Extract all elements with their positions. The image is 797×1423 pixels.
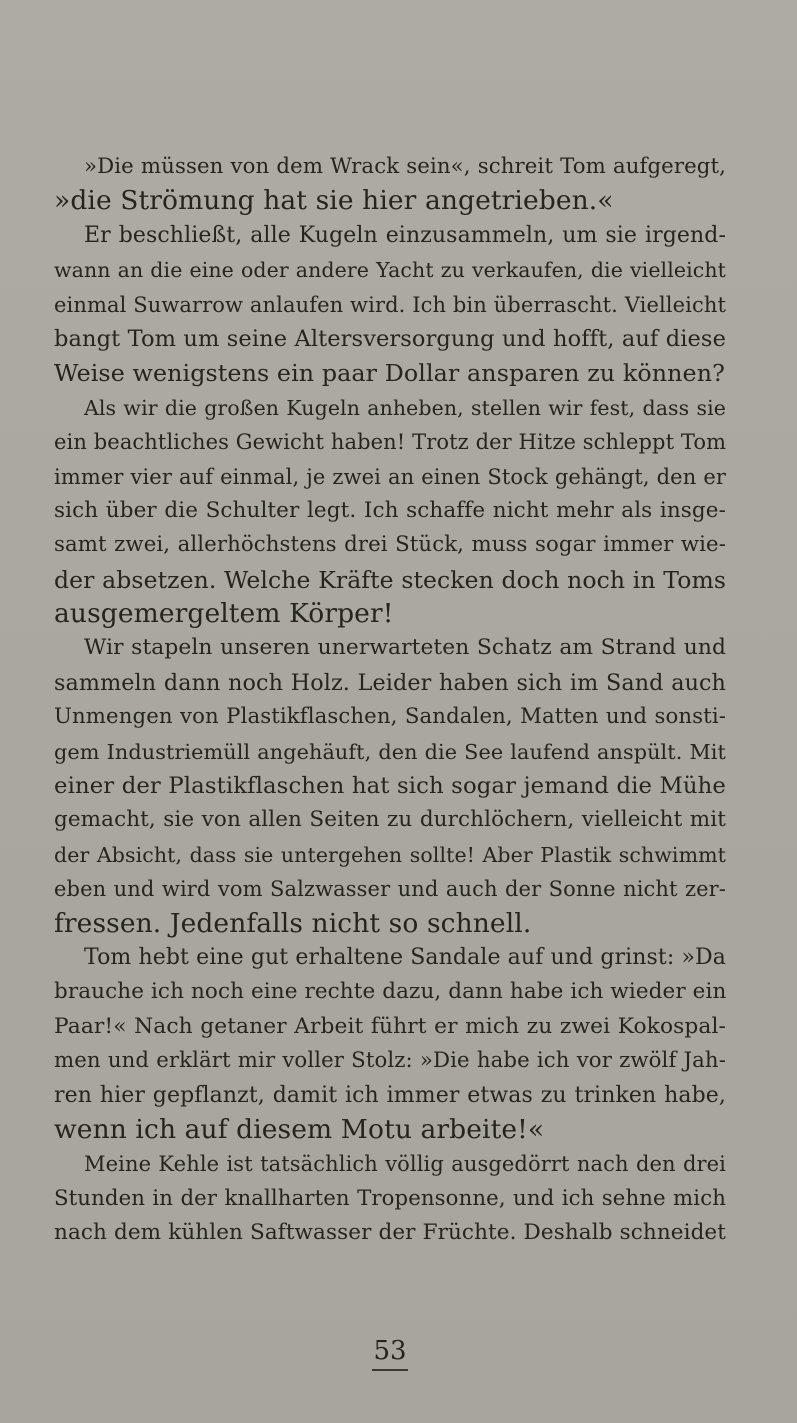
text-line: ausgemergeltem Körper! <box>54 598 394 630</box>
text-line: Stunden in der knallharten Tropensonne, und ich sehne mich <box>54 1185 726 1211</box>
text-line: wenn ich auf diesem Motu arbeite!« <box>54 1113 545 1145</box>
text-line: der absetzen. Welche Kräfte stecken doch noch in Toms <box>54 565 726 594</box>
text-line: sammeln dann noch Holz. Leider haben sich im Sand auch <box>54 669 726 696</box>
text-line: Als wir die großen Kugeln anheben, stellen wir fest, dass sie <box>84 395 726 420</box>
text-line: men und erklärt mir voller Stolz: »Die habe ich vor zwölf Jah- <box>54 1048 726 1074</box>
text-line: Wir stapeln unseren unerwarteten Schatz am Strand und <box>84 635 726 661</box>
body-text <box>54 150 726 1251</box>
page-number-rule <box>372 1369 408 1371</box>
text-line: eben und wird vom Salzwasser und auch der Sonne nicht zer- <box>54 877 726 902</box>
text-line: der Absicht, dass sie untergehen sollte! Aber Plastik schwimmt <box>54 842 726 867</box>
text-line: ren hier gepflanzt, damit ich immer etwas zu trinken habe, <box>54 1082 726 1108</box>
text-line: samt zwei, allerhöchstens drei Stück, muss sogar immer wie- <box>54 532 726 558</box>
text-line: sich über die Schulter legt. Ich schaffe nicht mehr als insge- <box>54 497 726 523</box>
page-number: 53 <box>373 1336 407 1366</box>
text-line: wann an die eine oder andere Yacht zu verkaufen, die vielleicht <box>54 258 726 283</box>
text-line: Weise wenigstens ein paar Dollar ansparen zu können? <box>54 359 725 388</box>
text-line: »Die müssen von dem Wrack sein«, schreit Tom aufgeregt, <box>84 154 726 179</box>
text-line: einmal Suwarrow anlaufen wird. Ich bin überrascht. Vielleicht <box>54 292 726 317</box>
text-line: brauche ich noch eine rechte dazu, dann habe ich wieder ein <box>54 979 727 1005</box>
text-line: nach dem kühlen Saftwasser der Früchte. Deshalb schneidet <box>54 1220 726 1246</box>
text-line: immer vier auf einmal, je zwei an einen Stock gehängt, den er <box>54 464 726 489</box>
text-line: »die Strömung hat sie hier angetrieben.« <box>54 185 614 217</box>
text-line: Tom hebt eine gut erhaltene Sandale auf und grinst: »Da <box>84 944 726 970</box>
text-line: Meine Kehle ist tatsächlich völlig ausgedörrt nach den drei <box>84 1152 726 1177</box>
text-line: ein beachtliches Gewicht haben! Trotz der Hitze schleppt Tom <box>54 430 727 455</box>
text-line: fressen. Jedenfalls nicht so schnell. <box>54 907 532 939</box>
text-line: bangt Tom um seine Altersversorgung und hofft, auf diese <box>54 325 726 352</box>
text-line: Er beschließt, alle Kugeln einzusammeln, um sie irgend- <box>84 222 726 248</box>
text-line: gemacht, sie von allen Seiten zu durchlöchern, vielleicht mit <box>54 807 726 833</box>
text-line: gem Industriemüll angehäuft, den die See laufend anspült. Mit <box>54 739 726 764</box>
text-line: einer der Plastikflaschen hat sich sogar jemand die Mühe <box>54 773 726 800</box>
text-line: Paar!« Nach getaner Arbeit führt er mich zu zwei Kokospal- <box>54 1013 726 1039</box>
text-line: Unmengen von Plastikflaschen, Sandalen, Matten und sonsti- <box>54 704 726 730</box>
